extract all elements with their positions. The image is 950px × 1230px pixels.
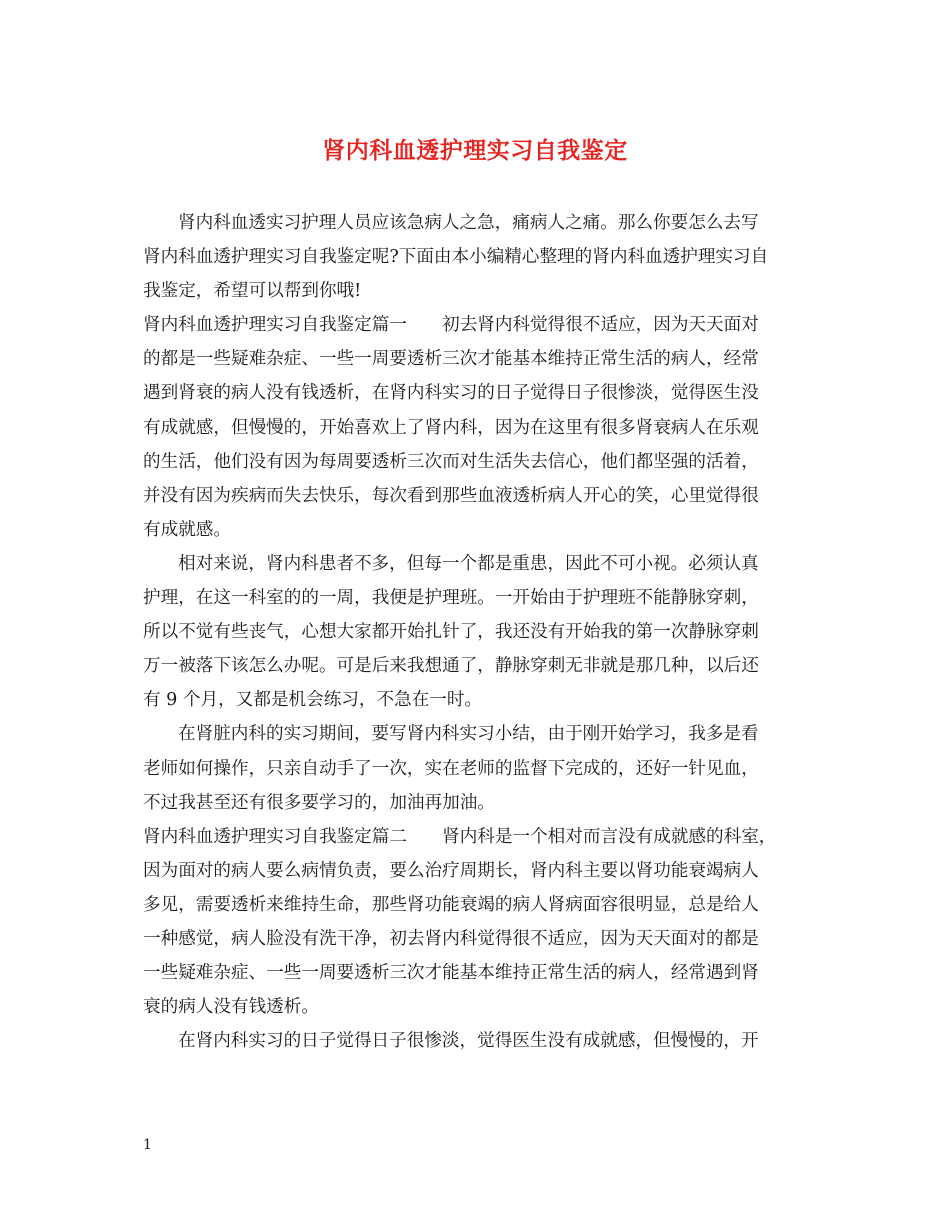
- text-line: 多见，需要透析来维持生命，那些肾功能衰竭的病人肾病面容很明显，总是给人: [143, 894, 759, 915]
- text-line: 一种感觉，病人脸没有洗干净，初去肾内科觉得很不适应，因为天天面对的都是: [143, 928, 759, 949]
- page-number: 1: [143, 1137, 152, 1153]
- text-line: 老师如何操作，只亲自动手了一次，实在老师的监督下完成的，还好一针见血，: [143, 758, 759, 779]
- text-line: 肾内科血透护理实习自我鉴定篇一 初去肾内科觉得很不适应，因为天天面对: [143, 315, 759, 336]
- text-line: 的都是一些疑难杂症、一些一周要透析三次才能基本维持正常生活的病人，经常: [143, 349, 759, 370]
- text-line: 万一被落下该怎么办呢。可是后来我想通了，静脉穿刺无非就是那几种，以后还: [143, 656, 759, 677]
- document-body: [143, 206, 809, 1058]
- text-line: 一些疑难杂症、一些一周要透析三次才能基本维持正常生活的病人，经常遇到肾: [143, 963, 759, 984]
- text-line: 的生活，他们没有因为每周要透析三次而对生活失去信心，他们都坚强的活着，: [143, 451, 759, 472]
- document-title: 肾内科血透护理实习自我鉴定: [322, 137, 628, 164]
- text-line: 在肾内科实习的日子觉得日子很惨淡，觉得医生没有成就感，但慢慢的，开: [178, 1031, 759, 1052]
- text-line: 不过我甚至还有很多要学习的，加油再加油。: [143, 792, 495, 813]
- text-line: 所以不觉有些丧气，心想大家都开始扎针了，我还没有开始我的第一次静脉穿刺: [143, 622, 759, 643]
- text-line: 有成就感。: [143, 519, 231, 540]
- text-line: 衰的病人没有钱透析。: [143, 997, 319, 1018]
- text-line: 遇到肾衰的病人没有钱透析，在肾内科实习的日子觉得日子很惨淡，觉得医生没: [143, 383, 759, 404]
- text-line: 因为面对的病人要么病情负责，要么治疗周期长，肾内科主要以肾功能衰竭病人: [143, 860, 759, 881]
- text-line: 有成就感，但慢慢的，开始喜欢上了肾内科，因为在这里有很多肾衰病人在乐观: [143, 417, 759, 438]
- text-line: 肾内科血透实习护理人员应该急病人之急，痛病人之痛。那么你要怎么去写: [178, 213, 759, 233]
- text-line: 肾内科血透护理实习自我鉴定呢?下面由本小编精心整理的肾内科血透护理实习自: [143, 247, 769, 268]
- text-line: 相对来说，肾内科患者不多，但每一个都是重患，因此不可小视。必须认真: [178, 553, 759, 574]
- text-line: 我鉴定，希望可以帮到你哦!: [143, 281, 362, 302]
- text-line: 护理，在这一科室的的一周，我便是护理班。一开始由于护理班不能静脉穿刺，: [143, 588, 759, 609]
- text-line: 并没有因为疾病而失去快乐，每次看到那些血液透析病人开心的笑，心里觉得很: [143, 485, 759, 506]
- text-line: 在肾脏内科的实习期间，要写肾内科实习小结，由于刚开始学习，我多是看: [178, 724, 759, 745]
- text-line: 有 9 个月，又都是机会练习，不急在一时。: [143, 690, 483, 711]
- text-line: 肾内科血透护理实习自我鉴定篇二 肾内科是一个相对而言没有成就感的科室，: [143, 826, 777, 847]
